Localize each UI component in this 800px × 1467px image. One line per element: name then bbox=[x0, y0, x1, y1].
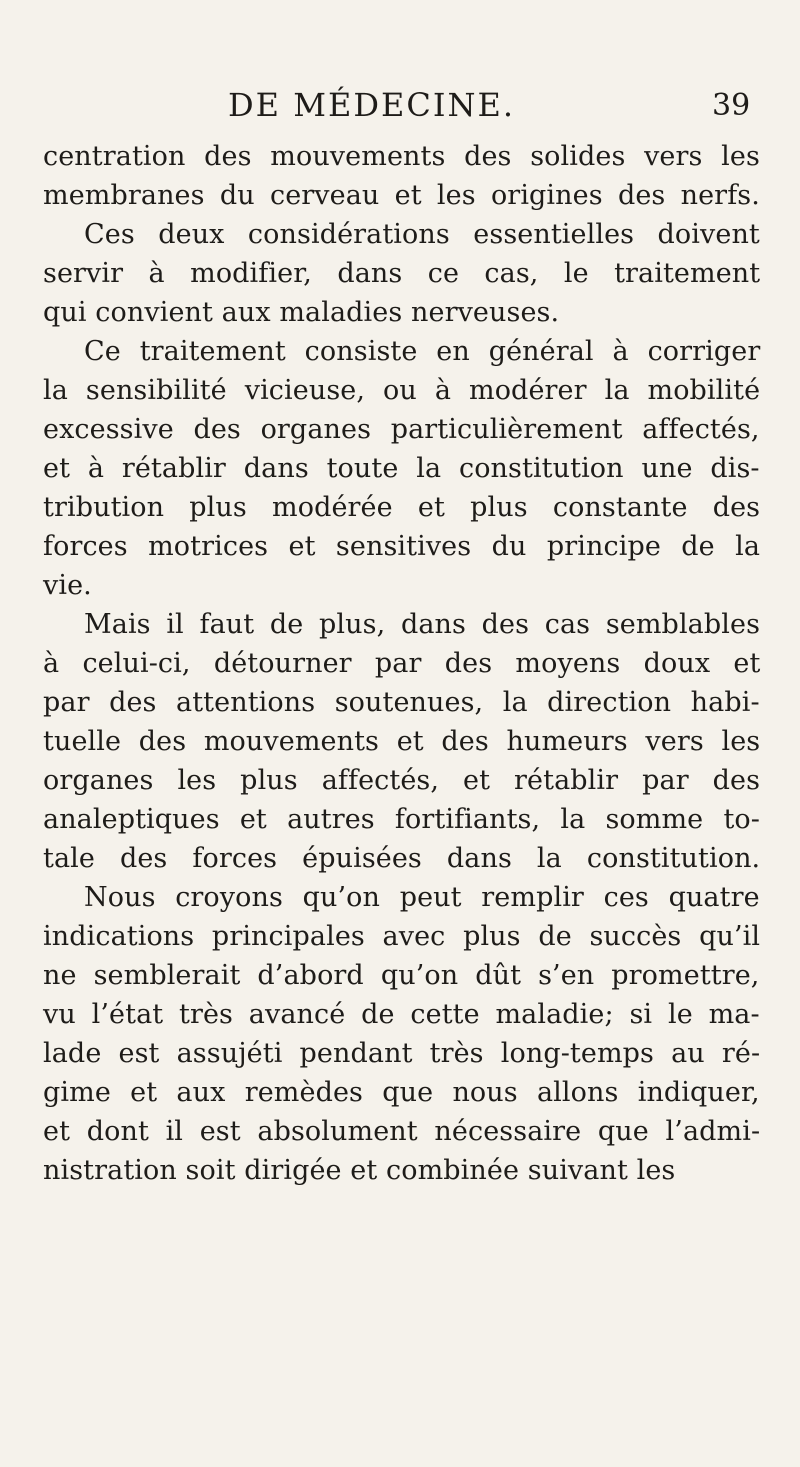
running-title: DE MÉDECINE. bbox=[228, 86, 515, 124]
text-line: indications principales avec plus de succès qu’il bbox=[43, 921, 761, 952]
text-line: la sensibilité vicieuse, ou à modérer la mobilité bbox=[43, 375, 761, 406]
running-head bbox=[0, 86, 800, 134]
text-line: forces motrices et sensitives du principe de la bbox=[43, 531, 761, 562]
text-line: Ce traitement consiste en général à corriger bbox=[84, 336, 761, 367]
text-line: lade est assujéti pendant très long-temps au ré- bbox=[43, 1038, 761, 1069]
text-line: gime et aux remèdes que nous allons indiquer, bbox=[43, 1077, 760, 1108]
text-line: par des attentions soutenues, la direction habi- bbox=[43, 687, 760, 718]
text-line: et à rétablir dans toute la constitution une dis- bbox=[43, 453, 760, 484]
text-line: ne semblerait d’abord qu’on dût s’en promettre, bbox=[43, 960, 760, 991]
text-line: nistration soit dirigée et combinée suivant les bbox=[43, 1155, 676, 1186]
text-line: Nous croyons qu’on peut remplir ces quatre bbox=[84, 882, 760, 913]
text-line: vu l’état très avancé de cette maladie; si le ma- bbox=[43, 999, 760, 1030]
text-line: Ces deux considérations essentielles doivent bbox=[84, 219, 760, 250]
text-line: centration des mouvements des solides vers les bbox=[43, 141, 760, 172]
text-line: vie. bbox=[43, 570, 92, 601]
text-line: servir à modifier, dans ce cas, le traitement bbox=[43, 258, 761, 289]
text-line: tribution plus modérée et plus constante des bbox=[43, 492, 761, 523]
page-number: 39 bbox=[712, 88, 751, 123]
text-line: excessive des organes particulièrement affectés, bbox=[43, 414, 760, 445]
text-line: membranes du cerveau et les origines des nerfs. bbox=[43, 180, 760, 211]
text-line: qui convient aux maladies nerveuses. bbox=[43, 297, 560, 328]
text-line: et dont il est absolument nécessaire que l’admi- bbox=[43, 1116, 761, 1147]
text-line: Mais il faut de plus, dans des cas semblables bbox=[84, 609, 761, 640]
text-line: analeptiques et autres fortifiants, la somme to- bbox=[43, 804, 760, 835]
text-line: tale des forces épuisées dans la constitution. bbox=[43, 843, 761, 874]
text-line: tuelle des mouvements et des humeurs vers les bbox=[43, 726, 761, 757]
text-line: organes les plus affectés, et rétablir par des bbox=[43, 765, 761, 796]
text-line: à celui-ci, détourner par des moyens doux et bbox=[43, 648, 761, 679]
